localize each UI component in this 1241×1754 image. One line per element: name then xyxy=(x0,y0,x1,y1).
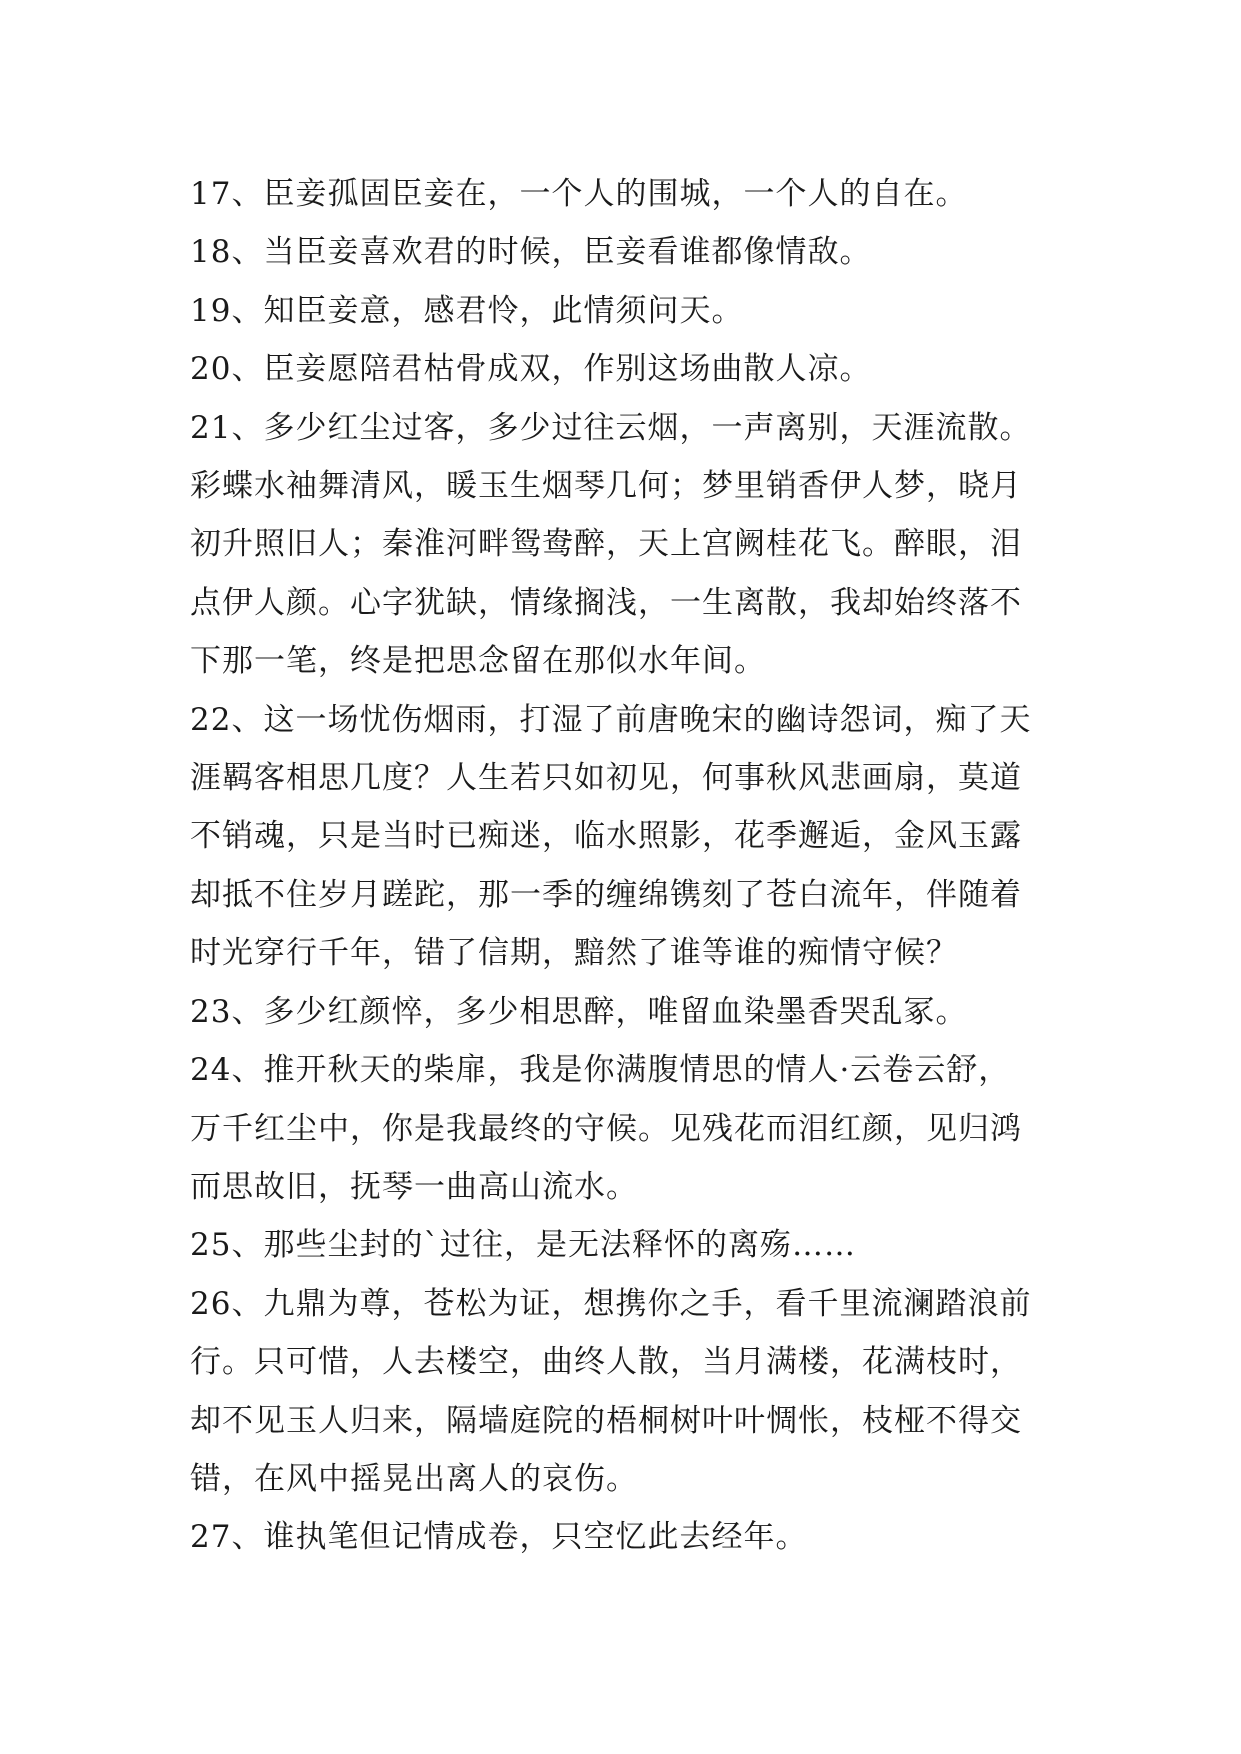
entry-23 xyxy=(190,983,1070,1041)
entry-27 xyxy=(190,1508,1070,1566)
text-line: 27、谁执笔但记情成卷，只空忆此去经年。 xyxy=(190,1519,808,1556)
text-line: 行。只可惜，人去楼空，曲终人散，当月满楼，花满枝时， xyxy=(190,1344,1022,1381)
text-line: 下那一笔，终是把思念留在那似水年间。 xyxy=(190,643,766,680)
text-line: 25、那些尘封的`过往，是无法释怀的离殇…… xyxy=(190,1227,856,1264)
text-line: 错，在风中摇晃出离人的哀伤。 xyxy=(190,1460,638,1497)
text-line: 而思故旧，抚琴一曲高山流水。 xyxy=(190,1168,638,1205)
entry-18 xyxy=(190,223,1070,281)
text-line: 点伊人颜。心字犹缺，情缘搁浅，一生离散，我却始终落不 xyxy=(190,584,1022,621)
entry-24 xyxy=(190,1041,1070,1216)
text-line: 却抵不住岁月蹉跎，那一季的缠绵镌刻了苍白流年，伴随着 xyxy=(190,876,1022,913)
entry-20 xyxy=(190,340,1070,398)
entry-17 xyxy=(190,165,1070,223)
entry-25 xyxy=(190,1216,1070,1274)
text-line: 20、臣妾愿陪君枯骨成双，作别这场曲散人凉。 xyxy=(190,351,872,388)
text-line: 却不见玉人归来，隔墙庭院的梧桐树叶叶惆怅，枝桠不得交 xyxy=(190,1402,1022,1439)
text-line: 18、当臣妾喜欢君的时候，臣妾看谁都像情敌。 xyxy=(190,234,872,271)
text-line: 17、臣妾孤固臣妾在，一个人的围城，一个人的自在。 xyxy=(190,176,968,212)
text-line: 24、推开秋天的柴扉，我是你满腹情思的情人·云卷云舒， xyxy=(190,1052,1011,1089)
text-line: 22、这一场忧伤烟雨，打湿了前唐晚宋的幽诗怨词，痴了天 xyxy=(190,701,1032,738)
text-line: 涯羁客相思几度？人生若只如初见，何事秋风悲画扇，莫道 xyxy=(190,760,1022,797)
text-line: 时光穿行千年，错了信期，黯然了谁等谁的痴情守候？ xyxy=(190,935,958,972)
entry-26 xyxy=(190,1275,1070,1509)
text-line: 23、多少红颜悴，多少相思醉，唯留血染墨香哭乱冢。 xyxy=(190,993,968,1030)
entry-22 xyxy=(190,691,1070,983)
text-line: 万千红尘中，你是我最终的守候。见残花而泪红颜，见归鸿 xyxy=(190,1110,1022,1147)
text-line: 初升照旧人；秦淮河畔鸳鸯醉，天上宫阙桂花飞。醉眼，泪 xyxy=(190,526,1022,563)
text-line: 19、知臣妾意，感君怜，此情须问天。 xyxy=(190,292,744,329)
text-line: 26、九鼎为尊，苍松为证，想携你之手，看千里流澜踏浪前 xyxy=(190,1285,1032,1322)
document-body xyxy=(190,165,1070,1567)
text-line: 不销魂，只是当时已痴迷，临水照影，花季邂逅，金风玉露 xyxy=(190,818,1022,855)
entry-21 xyxy=(190,399,1070,691)
text-line: 彩蝶水袖舞清风，暖玉生烟琴几何；梦里销香伊人梦，晓月 xyxy=(190,468,1022,505)
text-line: 21、多少红尘过客，多少过往云烟，一声离别，天涯流散。 xyxy=(190,409,1032,446)
entry-19 xyxy=(190,282,1070,340)
